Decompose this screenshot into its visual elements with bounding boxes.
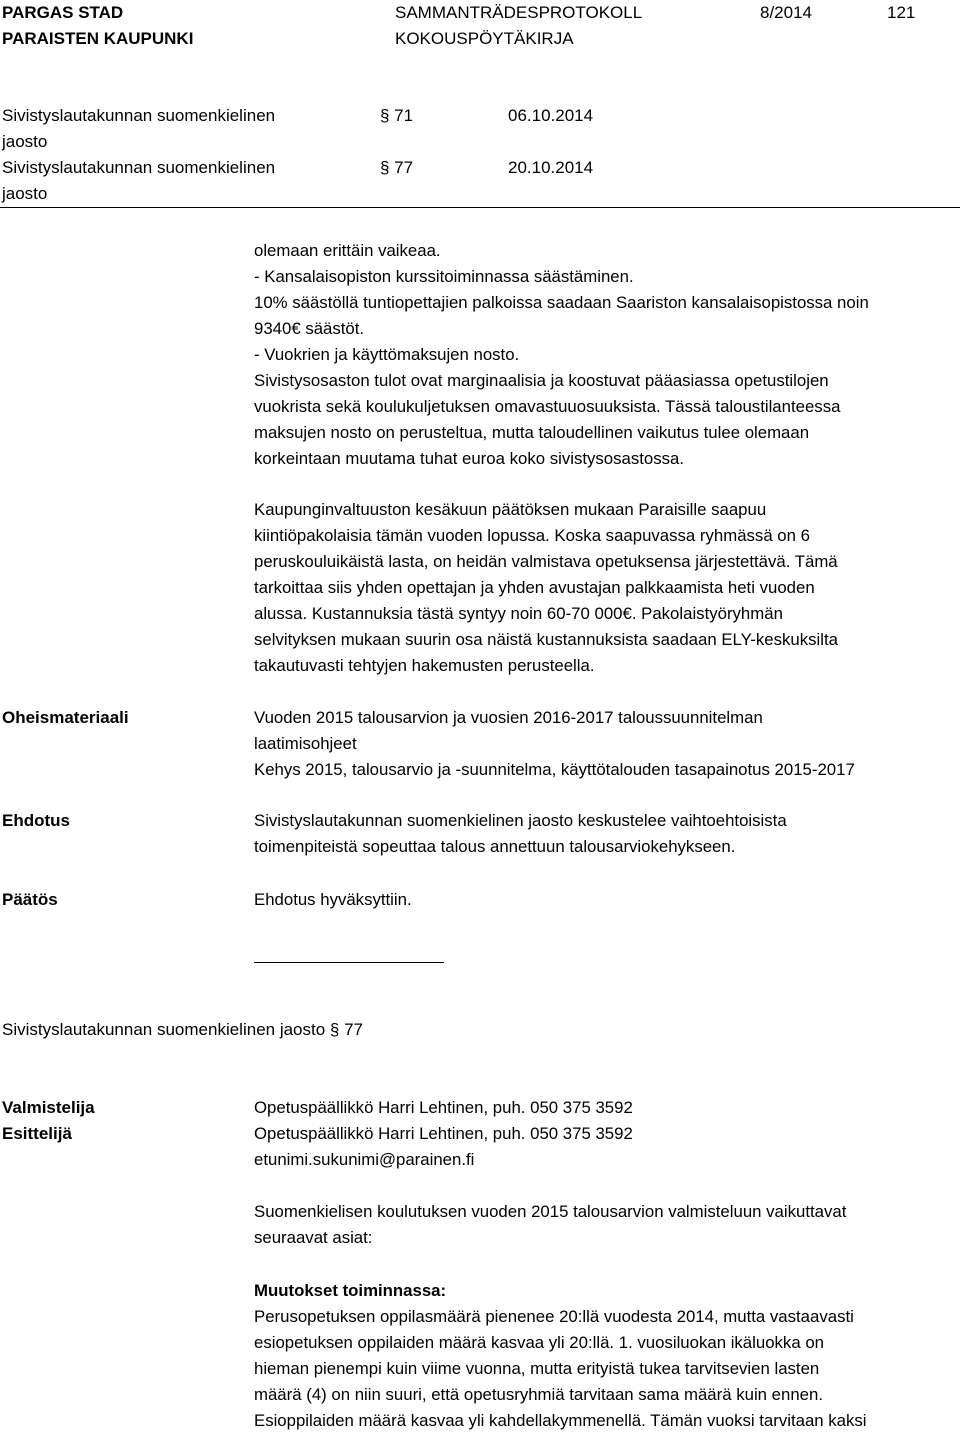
text-line: Sivistyslautakunnan suomenkielinen jaosto keskustelee vaihtoehtoisista [254,811,787,830]
meeting-date: 20.10.2014 [508,158,594,177]
text-line: tarkoittaa siis yhden opettajan ja yhden avustajan palkkaamista heti vuoden [254,578,815,597]
text-line: olemaan erittäin vaikeaa. [254,241,441,260]
text-line: takautuvasti tehtyjen hakemusten perusteella. [254,656,595,675]
section-separator [254,962,444,963]
meeting-body-line2: jaosto [2,132,48,151]
meeting-body-line1: Sivistyslautakunnan suomenkielinen [2,158,276,177]
refugee-paragraph [254,497,959,679]
org-name-swedish: PARGAS STAD [2,3,124,22]
meeting-body-line2: jaosto [2,184,48,203]
text-line: laatimisohjeet [254,734,357,753]
text-line: korkeintaan muutama tuhat euroa koko sivistysosastossa. [254,449,685,468]
email-address: etunimi.sukunimi@parainen.fi [254,1150,475,1169]
text-line: alussa. Kustannuksia tästä syntyy noin 60-70 000€. Pakolaistyöryhmän [254,604,783,623]
meeting-date: 06.10.2014 [508,106,594,125]
attachments-label: Oheismateriaali [2,708,129,727]
header-divider [0,207,960,208]
changes-heading: Muutokset toiminnassa: [254,1281,447,1300]
text-line: Suomenkielisen koulutuksen vuoden 2015 talousarvion valmisteluun vaikuttavat [254,1202,847,1221]
text-line: hieman pienempi kuin viime vuonna, mutta erityistä tukea tarvitsevien lasten [254,1359,820,1378]
text-line: Kaupunginvaltuuston kesäkuun päätöksen mukaan Paraisille saapuu [254,500,767,519]
text-line: kiintiöpakolaisia tämän vuoden lopussa. Koska saapuvassa ryhmässä on 6 [254,526,810,545]
intro-paragraph [254,1199,959,1251]
text-line: peruskouluikäistä lasta, on heidän valmistava opetuksensa järjestettävä. Tämä [254,552,838,571]
text-line: Kehys 2015, talousarvio ja -suunnitelma, käyttötalouden tasapainotus 2015-2017 [254,760,855,779]
proposal-text [254,808,959,860]
presenter-label: Esittelijä [2,1124,72,1143]
continuation-paragraph [254,238,959,472]
text-line: Esioppilaiden määrä kasvaa yli kahdellakymmenellä. Tämän vuoksi tarvitaan kaksi [254,1411,867,1430]
preparer-value [254,1095,959,1121]
preparer-label: Valmistelija [2,1098,95,1117]
meeting-section: § 77 [380,158,414,177]
text-line: Opetuspäällikkö Harri Lehtinen, puh. 050 375 3592 [254,1098,633,1117]
text-line: seuraavat asiat: [254,1228,373,1247]
text-line: 9340€ säästöt. [254,319,365,338]
text-line: esiopetuksen oppilaiden määrä kasvaa yli 20:llä. 1. vuosiluokan ikäluokka on [254,1333,824,1352]
text-line: maksujen nosto on perusteltua, mutta taloudellinen vaikutus tulee olemaan [254,423,810,442]
meeting-section: § 71 [380,106,414,125]
decision-text [254,887,959,913]
attachments-text [254,705,959,783]
decision-label: Päätös [2,890,58,909]
doc-type-finnish: KOKOUSPÖYTÄKIRJA [395,29,574,48]
text-line: - Kansalaisopiston kurssitoiminnassa säästäminen. [254,267,634,286]
meeting-body-line1: Sivistyslautakunnan suomenkielinen [2,106,276,125]
text-line: Perusopetuksen oppilasmäärä pienenee 20:llä vuodesta 2014, mutta vastaavasti [254,1307,854,1326]
text-line: selvityksen mukaan suurin osa näistä kustannuksista saadaan ELY-keskuksilta [254,630,838,649]
text-line: Opetuspäällikkö Harri Lehtinen, puh. 050 375 3592 [254,1124,633,1143]
text-line: toimenpiteistä sopeuttaa talous annettuun talousarviokehykseen. [254,837,736,856]
text-line: Vuoden 2015 talousarvion ja vuosien 2016-2017 taloussuunnitelman [254,708,763,727]
changes-paragraph [254,1278,959,1434]
presenter-value [254,1121,959,1173]
doc-type-swedish: SAMMANTRÄDESPROTOKOLL [395,3,643,22]
text-line: vuokrista sekä koulukuljetuksen omavastuuosuuksista. Tässä taloustilanteessa [254,397,841,416]
org-name-finnish: PARAISTEN KAUPUNKI [2,29,194,48]
text-line: Ehdotus hyväksyttiin. [254,890,412,909]
text-line: Sivistysosaston tulot ovat marginaalisia ja koostuvat pääasiassa opetustilojen [254,371,829,390]
issue-number: 8/2014 [760,3,812,22]
text-line: - Vuokrien ja käyttömaksujen nosto. [254,345,520,364]
section-heading: Sivistyslautakunnan suomenkielinen jaosto § 77 [2,1020,364,1039]
page-number: 121 [887,3,916,22]
proposal-label: Ehdotus [2,811,70,830]
text-line: 10% säästöllä tuntiopettajien palkoissa saadaan Saariston kansalaisopistossa noin [254,293,869,312]
text-line: määrä (4) on niin suuri, että opetusryhmiä tarvitaan sama määrä kuin ennen. [254,1385,823,1404]
